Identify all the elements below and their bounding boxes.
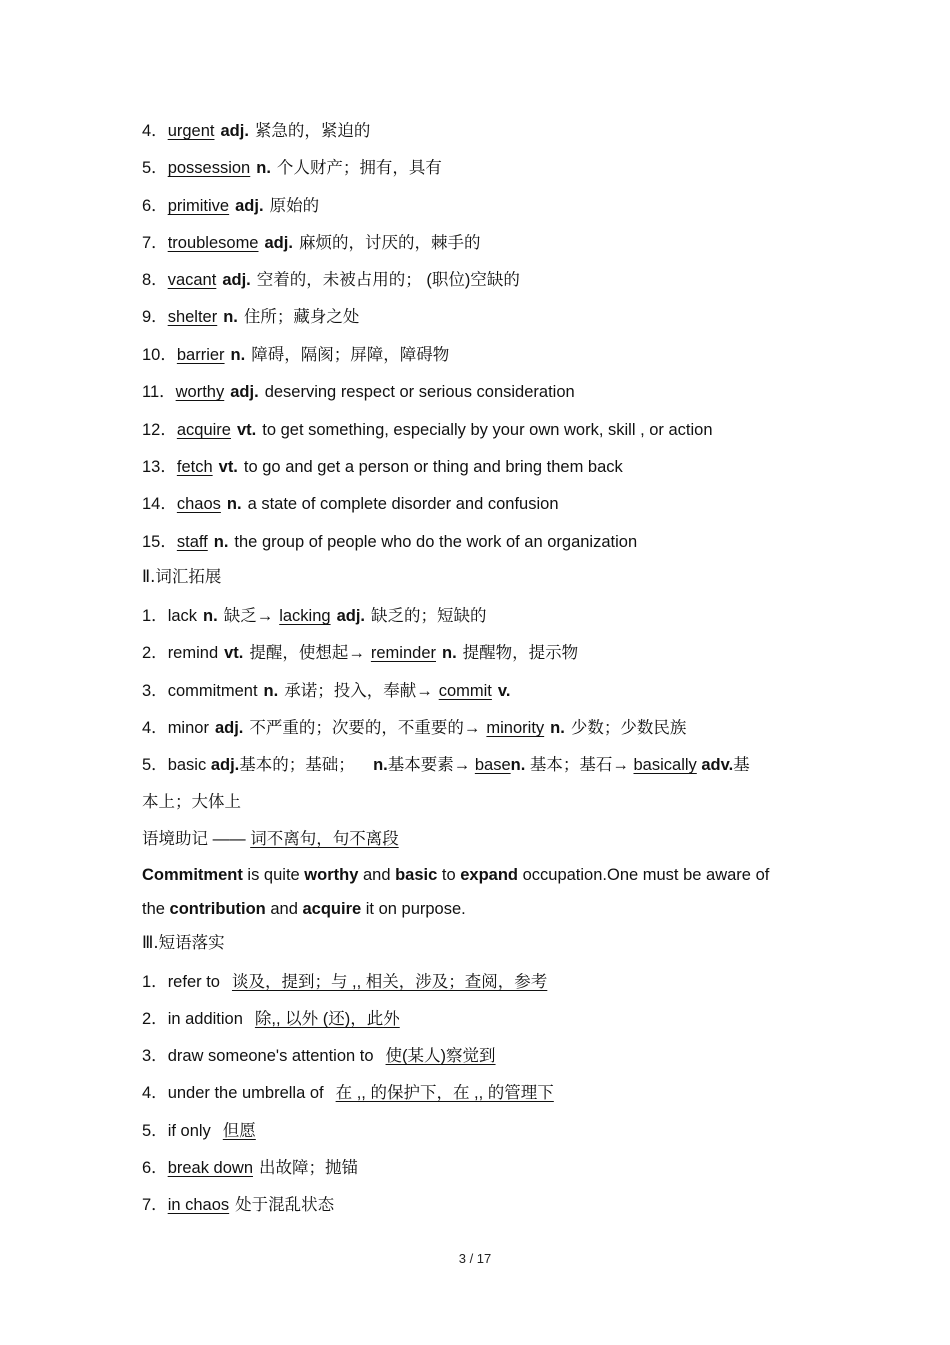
vocab-pos: n.: [226, 495, 242, 513]
vocab-pos: vt.: [236, 421, 257, 439]
vocab-pos: adj.: [264, 234, 293, 252]
item-answer: lacking: [279, 607, 331, 625]
item-num: 2．: [142, 644, 168, 662]
phrase-num: 1．: [142, 973, 168, 991]
phrase-item: [142, 1157, 832, 1179]
item-pos2: adj.: [336, 607, 366, 625]
item-base: lack: [167, 607, 198, 625]
section-2-item-5: 5．basic adj.基本的；基础； n.基本要素→ basen. 基本；基石→ basically adv.基: [142, 756, 750, 774]
vocab-pos: adj.: [230, 383, 259, 401]
item-pos2: n.: [550, 719, 565, 737]
phrase-num: 7．: [142, 1196, 168, 1214]
phrase-item: [142, 1082, 832, 1104]
item-def2: 少数；少数民族: [570, 719, 687, 737]
vocab-word: primitive: [167, 197, 230, 215]
context-paragraph: Commitment is quite worthy and basic to expand occupation.One must be aware of the contribution and acquire it on purpose.: [142, 866, 770, 918]
phrase-answer: break down: [167, 1159, 253, 1177]
vocab-pos: adj.: [222, 271, 251, 289]
phrase-answer: 除,, 以外 (还)，此外: [254, 1010, 400, 1028]
item-pos: n.: [263, 682, 279, 700]
phrase-answer: 但愿: [222, 1122, 256, 1140]
item-num: 1．: [142, 607, 168, 625]
vocab-pos: n.: [230, 346, 246, 364]
vocab-num: 9．: [142, 308, 168, 326]
item-def: 提醒，使想起→: [249, 644, 365, 662]
vocab-pos: adj.: [220, 122, 249, 140]
item-pos: adj.: [214, 719, 244, 737]
vocab-def: 住所；藏身之处: [243, 308, 360, 326]
vocab-item: [142, 381, 832, 403]
phrase-answer: 使(某人)察觉到: [385, 1047, 496, 1065]
vocab-def: 个人财产；拥有，具有: [276, 159, 442, 177]
vocab-word: acquire: [176, 421, 231, 439]
item-base: remind: [167, 644, 219, 662]
vocab-def: 紧急的，紧迫的: [254, 122, 371, 140]
vocab-def: to go and get a person or thing and bring them back: [243, 458, 623, 476]
vocab-word: chaos: [176, 495, 221, 513]
item-def: 缺乏→: [223, 607, 274, 625]
vocab-word: worthy: [175, 383, 225, 401]
vocab-num: 15．: [142, 533, 177, 551]
vocab-def: 原始的: [269, 197, 320, 215]
phrase-answer: 在 ,, 的保护下，在 ,, 的管理下: [335, 1084, 554, 1102]
phrase-item: [142, 1008, 832, 1030]
expand-item: [142, 680, 832, 702]
vocab-item: [142, 344, 832, 366]
vocab-num: 10．: [142, 346, 177, 364]
item-pos2: n.: [442, 644, 457, 662]
vocab-num: 4．: [142, 122, 168, 140]
phrase-def: 处于混乱状态: [235, 1196, 335, 1214]
vocab-num: 14．: [142, 495, 177, 513]
item-num: 3．: [142, 682, 168, 700]
item-pos: n.: [203, 607, 218, 625]
item-answer: commit: [438, 682, 492, 700]
phrase-num: 2．: [142, 1010, 168, 1028]
vocab-num: 13．: [142, 458, 177, 476]
vocab-item: [142, 232, 832, 254]
phrase-num: 6．: [142, 1159, 168, 1177]
item-def2: 缺乏的；短缺的: [371, 607, 487, 625]
vocab-item: [142, 120, 832, 142]
vocab-def: a state of complete disorder and confusion: [247, 495, 559, 513]
vocab-num: 7．: [142, 234, 168, 252]
vocab-pos: vt.: [218, 458, 238, 476]
item-answer: minority: [486, 719, 545, 737]
item-base: minor: [167, 719, 209, 737]
vocab-item: [142, 456, 832, 478]
vocab-item: [142, 306, 832, 328]
page-number: 3 / 17: [458, 1251, 492, 1266]
vocab-item: [142, 493, 832, 515]
vocab-num: 6．: [142, 197, 168, 215]
expand-item: [142, 717, 832, 739]
vocab-def: the group of people who do the work of an organization: [234, 533, 638, 551]
item-def: 承诺；投入，奉献→: [284, 682, 433, 700]
vocab-pos: n.: [213, 533, 229, 551]
vocab-word: staff: [176, 533, 208, 551]
item-def: 不严重的；次要的，不重要的→: [249, 719, 481, 737]
item-base: commitment: [167, 682, 258, 700]
vocab-pos: n.: [256, 159, 271, 177]
phrase-def: 出故障；抛锚: [259, 1159, 358, 1177]
vocab-item: [142, 269, 832, 291]
phrase-item: [142, 1120, 832, 1142]
expand-item: [142, 605, 832, 627]
vocab-word: fetch: [176, 458, 213, 476]
vocab-word: possession: [167, 159, 251, 177]
vocab-item: [142, 419, 832, 441]
phrase-num: 3．: [142, 1047, 168, 1065]
vocab-word: vacant: [167, 271, 217, 289]
phrase-text: in addition: [167, 1010, 243, 1028]
phrase-text: draw someone's attention to: [167, 1047, 374, 1065]
section-3-title: Ⅲ.短语落实: [142, 933, 225, 952]
expand-item: [142, 642, 832, 664]
item-answer: reminder: [370, 644, 436, 662]
vocab-def: 麻烦的，讨厌的，棘手的: [298, 234, 481, 252]
item-pos: vt.: [224, 644, 244, 662]
phrase-answer: 谈及，提到；与 ,, 相关，涉及；查阅，参考: [231, 973, 548, 991]
phrase-num: 5．: [142, 1122, 168, 1140]
phrase-answer: in chaos: [167, 1196, 230, 1214]
phrase-num: 4．: [142, 1084, 168, 1102]
vocab-item: [142, 531, 832, 553]
vocab-item: [142, 157, 832, 179]
item-num: 4．: [142, 719, 168, 737]
phrase-text: if only: [167, 1122, 211, 1140]
vocab-word: troublesome: [167, 234, 259, 252]
phrase-item: [142, 1045, 832, 1067]
vocab-num: 5．: [142, 159, 168, 177]
vocab-pos: n.: [223, 308, 238, 326]
phrase-item: [142, 1194, 832, 1216]
vocab-def: deserving respect or serious consideration: [264, 383, 575, 401]
vocab-word: shelter: [167, 308, 218, 326]
section-2-title: Ⅱ.词汇拓展: [142, 567, 222, 586]
phrase-item: [142, 971, 832, 993]
item-pos2: v.: [497, 682, 511, 700]
vocab-num: 12．: [142, 421, 177, 439]
vocab-pos: adj.: [235, 197, 264, 215]
phrase-text: under the umbrella of: [167, 1084, 324, 1102]
vocab-item: [142, 195, 832, 217]
vocab-def: 空着的，未被占用的； (职位)空缺的: [256, 271, 520, 289]
vocab-num: 11．: [142, 383, 176, 401]
section-2-item-5-cont: 本上；大体上: [142, 793, 241, 811]
vocab-word: barrier: [176, 346, 225, 364]
phrase-text: refer to: [167, 973, 220, 991]
item-def2: 提醒物，提示物: [462, 644, 579, 662]
vocab-word: urgent: [167, 122, 215, 140]
vocab-num: 8．: [142, 271, 168, 289]
vocab-def: to get something, especially by your own work, skill , or action: [262, 421, 713, 439]
context-label: 语境助记 —— 词不离句，句不离段: [142, 830, 399, 848]
vocab-def: 障碍，隔阂；屏障，障碍物: [251, 346, 450, 364]
